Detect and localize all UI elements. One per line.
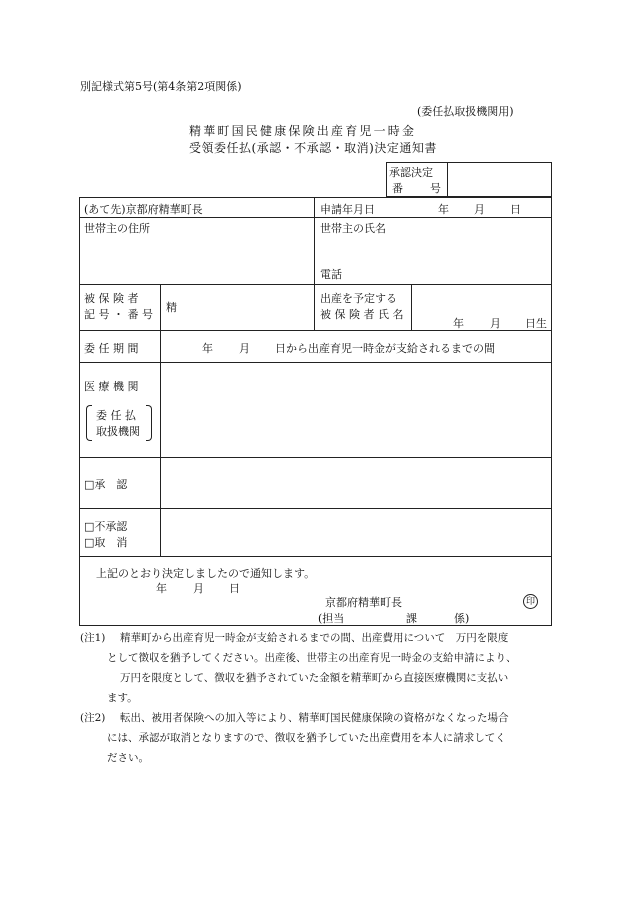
- note1-line: として徴収を猶予してください。出産後、世帯主の出産育児一時金の支給申請により、: [107, 652, 517, 664]
- approval-number-label: 承認決定: [389, 166, 433, 179]
- householder-address-label: 世帯主の住所: [84, 222, 150, 235]
- addressee: (あて先)京都府精華町長: [84, 203, 203, 216]
- title-line1: 精華町国民健康保険出産育児一時金: [189, 124, 417, 138]
- reject-checkbox[interactable]: □不承認: [84, 520, 128, 533]
- note1-label: (注1): [80, 632, 106, 644]
- insured-label: 被 保 険 者: [84, 292, 139, 305]
- title-line2: 受領委任払(承認・不承認・取消)決定通知書: [189, 141, 437, 155]
- note2-label: (注2): [80, 712, 106, 724]
- cancel-checkbox[interactable]: □取 消: [84, 536, 128, 549]
- note2-line: 転出、被用者保険への加入等により、精華町国民健康保険の資格がなくなった場合: [120, 712, 509, 724]
- note2-line: には、承認が取消となりますので、徴収を猶予していた出産費用を本人に請求してく: [107, 732, 506, 744]
- usage-label: (委任払取扱機関用): [417, 105, 514, 118]
- note1-line: 精華町から出産育児一時金が支給されるまでの間、出産費用について 万円を限度: [120, 632, 509, 644]
- notice-text: 上記のとおり決定しましたので通知します。: [96, 567, 316, 580]
- phone-label: 電話: [320, 268, 342, 281]
- birth-suffix: 日生: [525, 317, 547, 330]
- note1-line: ます。: [107, 692, 138, 704]
- insured-prefix: 精: [166, 301, 177, 314]
- delegation-period-text: 日から出産育児一時金が支給されるまでの間: [275, 342, 495, 355]
- expectant-label: 出産を予定する: [320, 292, 397, 305]
- issuer: 京都府精華町長: [325, 596, 402, 609]
- form-reference: 別記様式第5号(第4条第2項関係): [80, 80, 242, 93]
- note2-line: ださい。: [107, 752, 149, 764]
- approve-checkbox[interactable]: □承 認: [84, 478, 128, 491]
- medical-institution-label: 医 療 機 関: [84, 380, 139, 393]
- contact-label: (担当: [318, 612, 345, 625]
- householder-name-label: 世帯主の氏名: [320, 222, 386, 235]
- delegation-period-label: 委 任 期 間: [84, 342, 139, 355]
- application-date-label: 申請年月日: [320, 203, 375, 216]
- note1-line: 万円を限度として、徴収を猶予されていた金額を精華町から直接医療機関に支払い: [120, 672, 509, 684]
- seal-icon: 印: [523, 594, 538, 609]
